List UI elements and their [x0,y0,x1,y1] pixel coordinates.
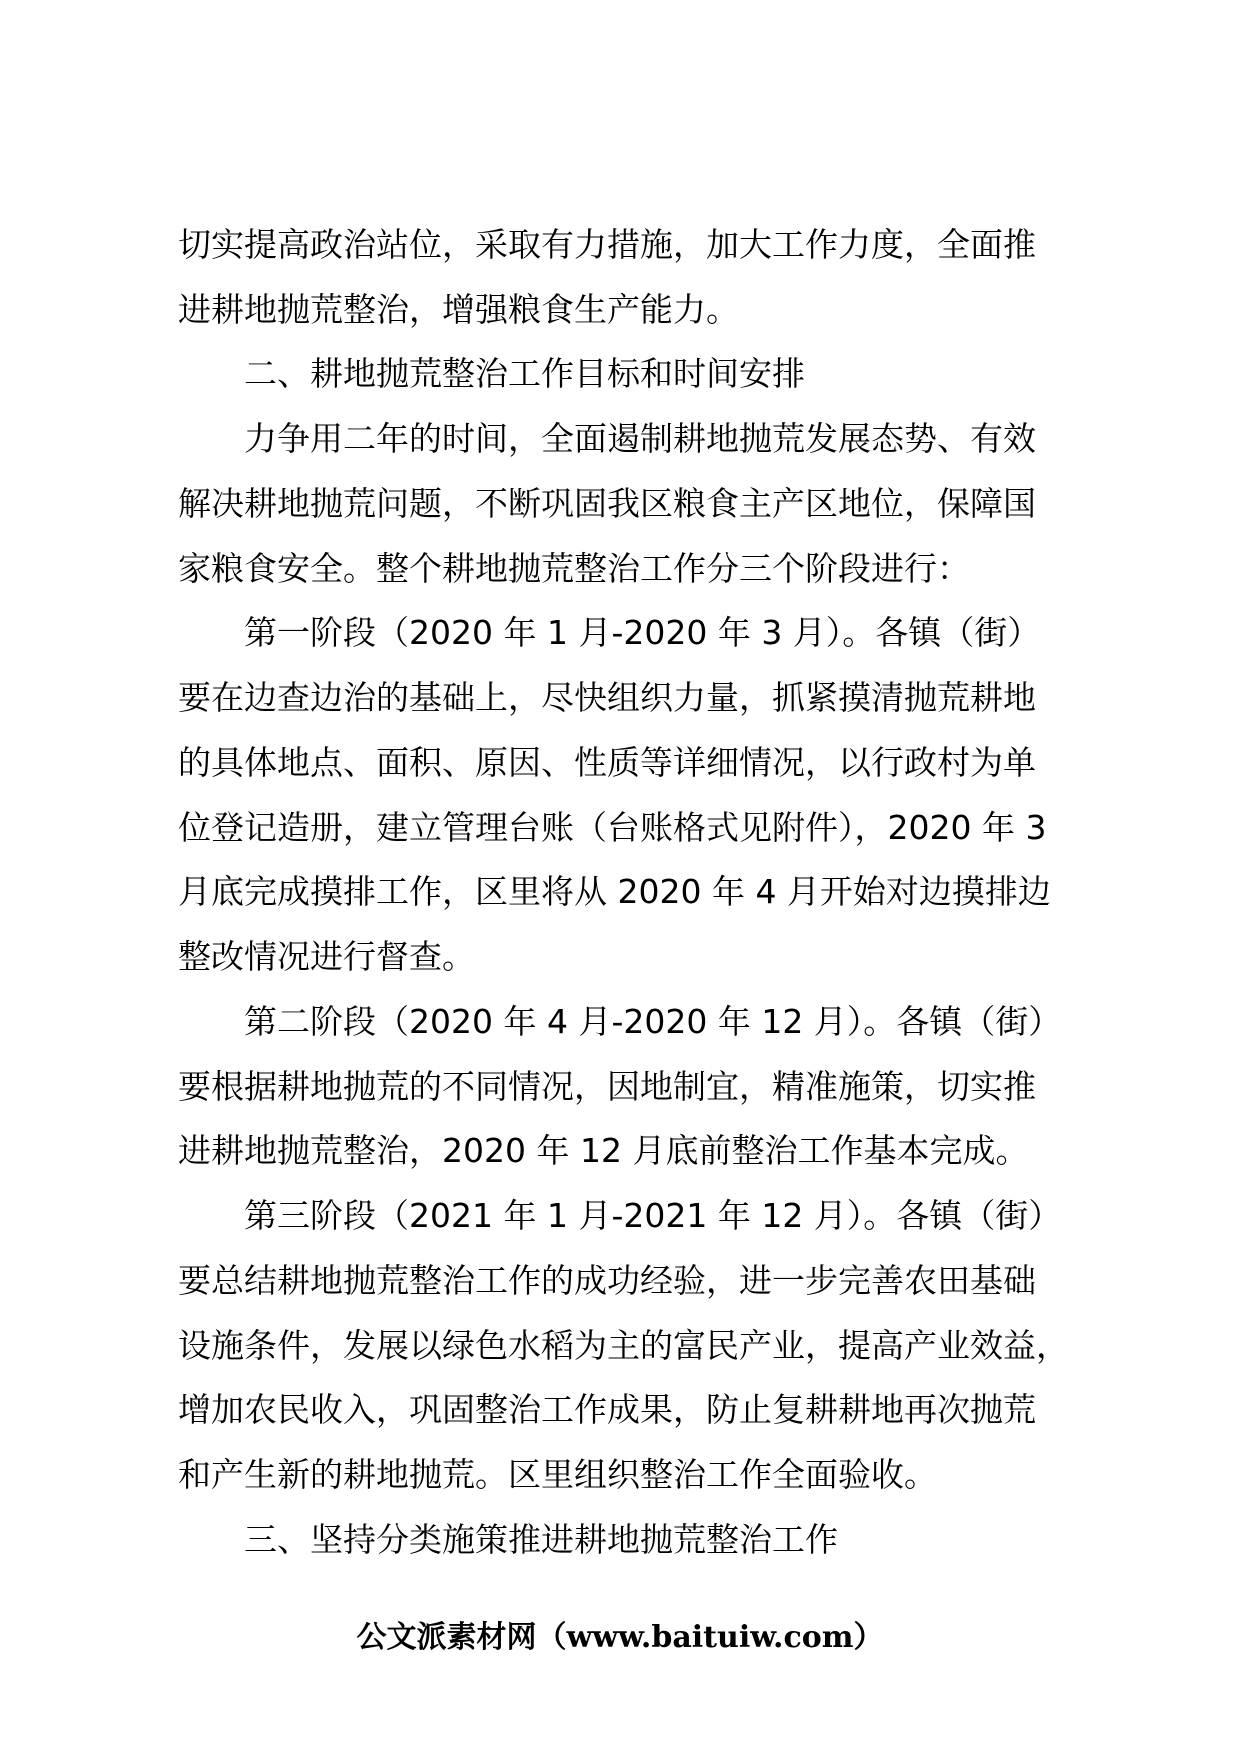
text-line-19: 增加农民收入，巩固整治工作成果，防止复耕耕地再次抛荒 [178,1390,1036,1429]
text-line-13: 第二阶段（2020 年 4 月-2020 年 12 月）。各镇（街） [244,1002,1062,1041]
text-line-15: 进耕地抛荒整治，2020 年 12 月底前整治工作基本完成。 [178,1131,1029,1170]
footer-watermark: 公文派素材网（www.baituiw.com） [356,1620,884,1655]
text-line-6: 家粮食安全。整个耕地抛荒整治工作分三个阶段进行： [178,549,970,588]
text-line-8: 要在边查边治的基础上，尽快组织力量，抓紧摸清抛荒耕地 [178,678,1036,717]
text-line-17: 要总结耕地抛荒整治工作的成功经验，进一步完善农田基础 [178,1261,1036,1300]
text-line-18: 设施条件，发展以绿色水稻为主的富民产业，提高产业效益， [178,1326,1069,1365]
text-line-11: 月底完成摸排工作，区里将从 2020 年 4 月开始对边摸排边 [178,872,1051,911]
text-line-9: 的具体地点、面积、原因、性质等详细情况，以行政村为单 [178,743,1036,782]
text-line-4: 力争用二年的时间，全面遏制耕地抛荒发展态势、有效 [244,419,1036,458]
text-line-7: 第一阶段（2020 年 1 月-2020 年 3 月）。各镇（街） [244,613,1041,652]
text-line-12: 整改情况进行督查。 [178,937,475,976]
section-heading-2: 二、耕地抛荒整治工作目标和时间安排 [244,354,805,393]
text-line-1: 切实提高政治站位，采取有力措施，加大工作力度，全面推 [178,225,1036,264]
text-line-16: 第三阶段（2021 年 1 月-2021 年 12 月）。各镇（街） [244,1196,1062,1235]
text-line-10: 位登记造册，建立管理台账（台账格式见附件），2020 年 3 [178,808,1047,847]
text-line-20: 和产生新的耕地抛荒。区里组织整治工作全面验收。 [178,1455,937,1494]
text-line-5: 解决耕地抛荒问题，不断巩固我区粮食主产区地位，保障国 [178,484,1036,523]
text-line-14: 要根据耕地抛荒的不同情况，因地制宜，精准施策，切实推 [178,1067,1036,1106]
text-line-2: 进耕地抛荒整治，增强粮食生产能力。 [178,290,739,329]
section-heading-3: 三、坚持分类施策推进耕地抛荒整治工作 [244,1520,838,1559]
